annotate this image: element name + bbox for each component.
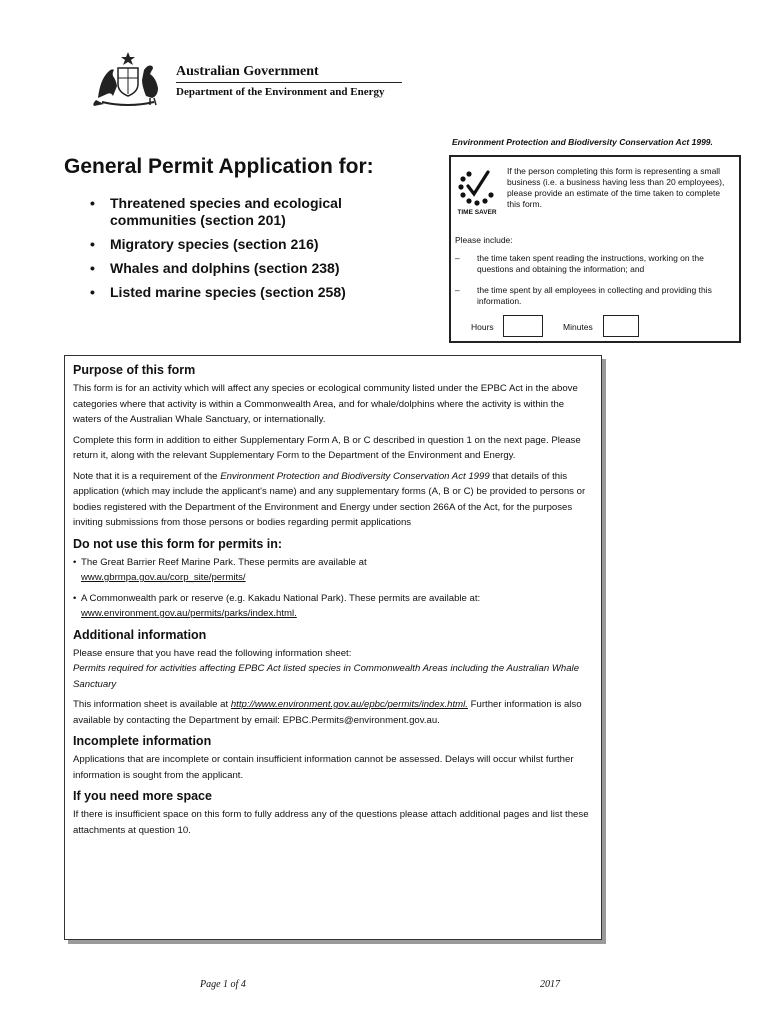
text-span: that details of this application (which may include the applicant's name) and any supplementary forms (A, B or C) be provided to persons or bodies registered with the Department of the Environment and Energy under section 266A of the Act, for the purposes inviting submissions from those persons or bodies regarding permit applications <box>73 470 586 528</box>
header-divider <box>176 82 402 83</box>
hours-field[interactable] <box>503 315 543 337</box>
additional-paragraph <box>73 697 593 728</box>
page-title: General Permit Application for: <box>64 155 374 178</box>
footer-year: 2017 <box>540 979 560 990</box>
list-item: – the time taken spent reading the instructions, working on the questions and obtaining the information; and <box>455 253 737 275</box>
list-item: – the time spent by all employees in collecting and providing this information. <box>455 285 737 307</box>
time-saver-box <box>449 155 741 343</box>
gbrmpa-link[interactable]: www.gbrmpa.gov.au/corp_site/permits/ <box>81 572 246 583</box>
list-item: • Listed marine species (section 258) <box>90 284 410 301</box>
act-name: Environment Protection and Biodiversity Conservation Act 1999 <box>220 470 490 482</box>
coat-of-arms-icon <box>92 50 164 106</box>
list-item <box>73 555 593 586</box>
epbc-permits-link[interactable]: http://www.environment.gov.au/epbc/permits/index.html. <box>230 699 468 710</box>
page-number: Page 1 of 4 <box>200 979 246 990</box>
text-span: A Commonwealth park or reserve (e.g. Kakadu National Park). These permits are available at: <box>81 592 481 604</box>
information-panel <box>64 355 602 940</box>
incomplete-heading: Incomplete information <box>73 734 212 748</box>
incomplete-paragraph: Applications that are incomplete or contain insufficient information cannot be assessed. Delays will occur whilst further information is sought from the applicant. <box>73 754 574 781</box>
time-saver-icon <box>457 169 497 223</box>
government-name: Australian Government <box>176 64 319 79</box>
government-logo <box>92 50 412 110</box>
minutes-field[interactable] <box>603 315 639 337</box>
list-item: • Migratory species (section 216) <box>90 236 410 253</box>
additional-info-heading: Additional information <box>73 627 207 642</box>
additional-paragraph <box>73 646 593 693</box>
time-saver-list <box>455 253 737 317</box>
purpose-paragraph: This form is for an activity which will affect any species or ecological community listed under the EPBC Act in the above categories where that activity is within a Commonwealth Area, and for whale/dolphins where the activity is within the waters of the Australian Whale Sanctuary, or internationally. <box>73 383 578 425</box>
text-span: Further information is also available by contacting the Department by email: EPBC.Permits@environment.gov.au. <box>73 699 582 726</box>
purpose-paragraph: Complete this form in addition to either Supplementary Form A, B or C described in question 1 on the next page. Please return it, along with the relevant Supplementary Form to the Department of the Environment and Energy. <box>73 434 581 461</box>
purpose-paragraph <box>73 469 593 531</box>
list-item: • Threatened species and ecological communities (section 201) <box>90 195 410 229</box>
information-content <box>73 362 593 843</box>
do-not-use-heading: Do not use this form for permits in: <box>73 536 283 551</box>
parks-permits-link[interactable]: www.environment.gov.au/permits/parks/index.html. <box>81 608 297 619</box>
text-span: Note that it is a requirement of the <box>73 470 221 482</box>
hours-label: Hours <box>471 322 494 332</box>
text-span: Please ensure that you have read the following information sheet: <box>73 647 352 659</box>
more-space-heading: If you need more space <box>73 789 212 803</box>
info-sheet-title: Permits required for activities affecting EPBC Act listed species in Commonwealth Areas including the Australian Whale Sanctuary <box>73 663 580 690</box>
department-name: Department of the Environment and Energy <box>176 86 385 98</box>
time-saver-label: TIME SAVER <box>457 209 497 216</box>
purpose-heading: Purpose of this form <box>73 363 196 377</box>
permit-category-list <box>90 195 410 308</box>
time-saver-intro: If the person completing this form is representing a small business (i.e. a business having less than 20 employees), please provide an estimate of the time taken to complete this form. <box>507 166 725 209</box>
list-item: • Whales and dolphins (section 238) <box>90 260 410 277</box>
text-span: The Great Barrier Reef Marine Park. These permits are available at <box>81 556 367 568</box>
list-item <box>73 591 593 622</box>
act-reference: Environment Protection and Biodiversity Conservation Act 1999. <box>452 137 713 147</box>
more-space-paragraph: If there is insufficient space on this form to fully address any of the questions please attach additional pages and list these attachments at question 10. <box>73 809 589 836</box>
text-span: This information sheet is available at <box>73 699 231 710</box>
minutes-label: Minutes <box>563 322 593 332</box>
time-saver-include-label: Please include: <box>455 235 513 245</box>
